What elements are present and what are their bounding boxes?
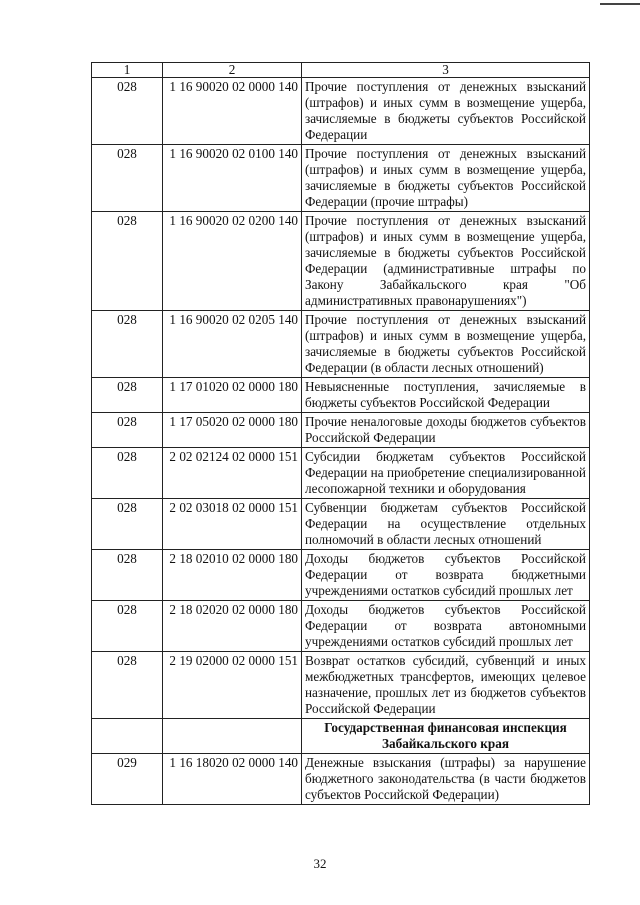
admin-code: 028 — [92, 652, 163, 719]
revenue-description: Прочие поступления от денежных взысканий (штрафов) и иных сумм в возмещение ущерба, зачисляемые в бюджеты субъектов Российской Федерации (в области лесных отношений) — [302, 311, 590, 378]
kbk-code: 1 17 05020 02 0000 180 — [163, 413, 302, 448]
column-header-3: 3 — [302, 63, 590, 78]
table-row — [92, 413, 590, 448]
page-number: 32 — [313, 856, 327, 871]
section-empty-cell — [163, 719, 302, 754]
revenue-description: Прочие поступления от денежных взысканий (штрафов) и иных сумм в возмещение ущерба, зачисляемые в бюджеты субъектов Российской Федерации (прочие штрафы) — [302, 145, 590, 212]
revenue-description: Прочие поступления от денежных взысканий (штрафов) и иных сумм в возмещение ущерба, зачисляемые в бюджеты субъектов Российской Федерации — [302, 78, 590, 145]
admin-code: 028 — [92, 311, 163, 378]
section-title: Государственная финансовая инспекция Забайкальского края — [302, 719, 590, 754]
admin-code: 028 — [92, 212, 163, 311]
admin-code: 028 — [92, 550, 163, 601]
revenue-description: Денежные взыскания (штрафы) за нарушение бюджетного законодательства (в части бюджетов субъектов Российской Федерации) — [302, 754, 590, 805]
revenue-description: Доходы бюджетов субъектов Российской Федерации от возврата бюджетными учреждениями остатков субсидий прошлых лет — [302, 550, 590, 601]
table-row — [92, 601, 590, 652]
admin-code: 028 — [92, 378, 163, 413]
revenue-description: Невыясненные поступления, зачисляемые в бюджеты субъектов Российской Федерации — [302, 378, 590, 413]
table-row — [92, 311, 590, 378]
column-header-1: 1 — [92, 63, 163, 78]
kbk-code: 1 16 90020 02 0100 140 — [163, 145, 302, 212]
kbk-code: 1 16 18020 02 0000 140 — [163, 754, 302, 805]
admin-code: 028 — [92, 145, 163, 212]
admin-code: 028 — [92, 448, 163, 499]
table-body — [92, 78, 590, 805]
kbk-code: 2 18 02020 02 0000 180 — [163, 601, 302, 652]
table-row — [92, 652, 590, 719]
header-row — [92, 63, 590, 78]
kbk-code: 2 02 02124 02 0000 151 — [163, 448, 302, 499]
table-row — [92, 448, 590, 499]
kbk-code: 2 19 02000 02 0000 151 — [163, 652, 302, 719]
table-row — [92, 499, 590, 550]
revenue-codes-table — [91, 62, 590, 805]
admin-code: 028 — [92, 601, 163, 652]
table-row — [92, 378, 590, 413]
revenue-description: Прочие поступления от денежных взысканий (штрафов) и иных сумм в возмещение ущерба, зачисляемые в бюджеты субъектов Российской Федерации (административные штрафы по Закону Забайкальского края "Об административных правонарушениях") — [302, 212, 590, 311]
kbk-code: 2 18 02010 02 0000 180 — [163, 550, 302, 601]
kbk-code: 1 16 90020 02 0200 140 — [163, 212, 302, 311]
kbk-code: 1 16 90020 02 0000 140 — [163, 78, 302, 145]
section-empty-cell — [92, 719, 163, 754]
kbk-code: 1 17 01020 02 0000 180 — [163, 378, 302, 413]
section-row — [92, 719, 590, 754]
admin-code: 029 — [92, 754, 163, 805]
admin-code: 028 — [92, 499, 163, 550]
admin-code: 028 — [92, 413, 163, 448]
table-row — [92, 145, 590, 212]
table-row — [92, 550, 590, 601]
table-row — [92, 754, 590, 805]
column-header-2: 2 — [163, 63, 302, 78]
scan-edge-mark — [600, 3, 640, 5]
table-row — [92, 78, 590, 145]
revenue-description: Доходы бюджетов субъектов Российской Федерации от возврата автономными учреждениями остатков субсидий прошлых лет — [302, 601, 590, 652]
kbk-code: 1 16 90020 02 0205 140 — [163, 311, 302, 378]
table-row — [92, 212, 590, 311]
revenue-description: Субсидии бюджетам субъектов Российской Федерации на приобретение специализированной лесопожарной техники и оборудования — [302, 448, 590, 499]
admin-code: 028 — [92, 78, 163, 145]
revenue-description: Субвенции бюджетам субъектов Российской Федерации на осуществление отдельных полномочий в области лесных отношений — [302, 499, 590, 550]
revenue-description: Возврат остатков субсидий, субвенций и иных межбюджетных трансфертов, имеющих целевое назначение, прошлых лет из бюджетов субъектов Российской Федерации — [302, 652, 590, 719]
revenue-description: Прочие неналоговые доходы бюджетов субъектов Российской Федерации — [302, 413, 590, 448]
kbk-code: 2 02 03018 02 0000 151 — [163, 499, 302, 550]
